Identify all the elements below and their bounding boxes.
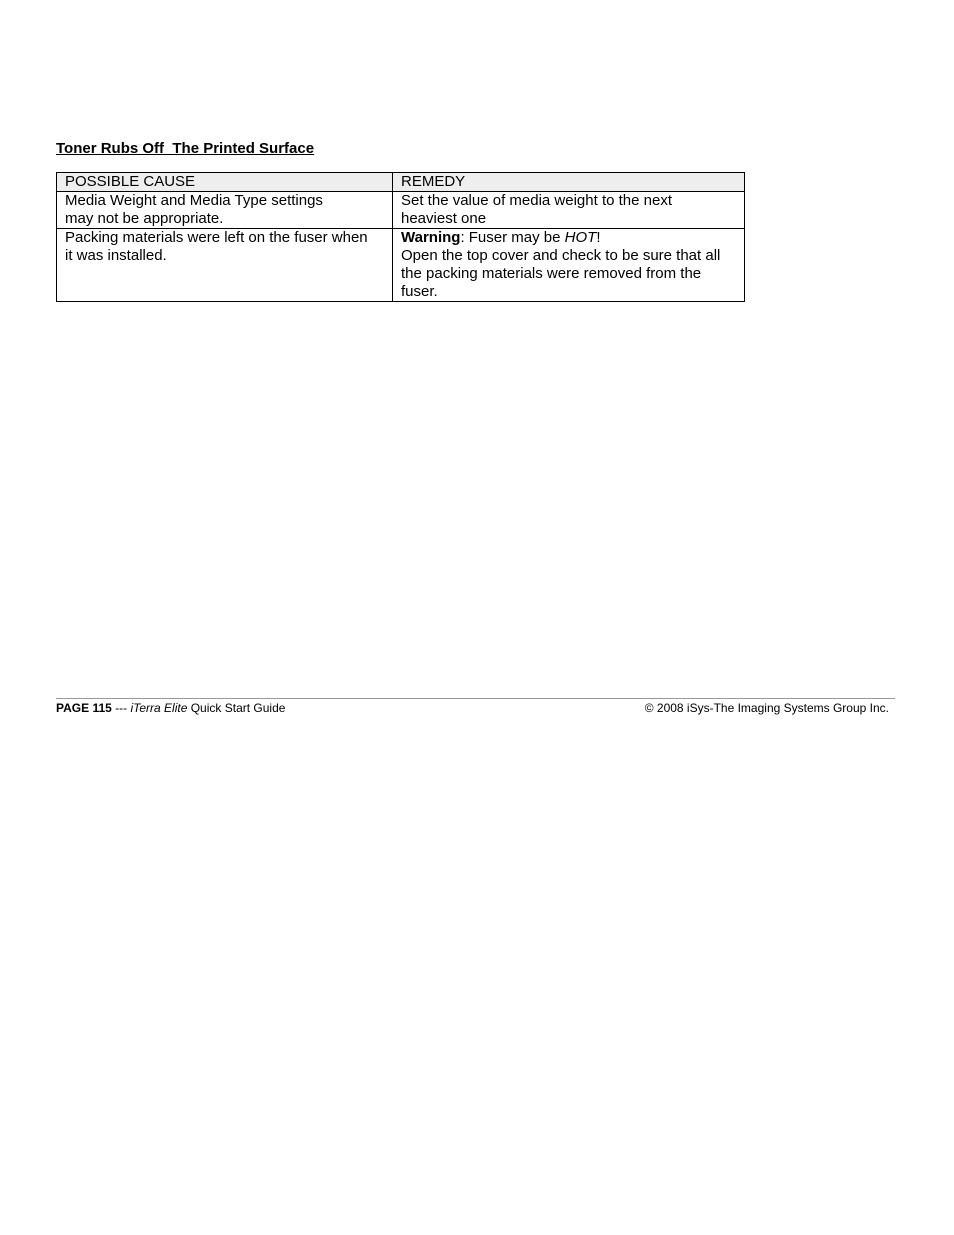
footer-divider	[56, 698, 895, 699]
remedy-line: Set the value of media weight to the next	[401, 192, 673, 209]
cause-cell	[57, 229, 393, 302]
cause-line: Packing materials were left on the fuser when	[65, 229, 368, 246]
troubleshooting-table	[56, 172, 745, 302]
footer-page-info	[56, 701, 285, 715]
warning-end: !	[596, 229, 601, 246]
warning-emphasis: HOT	[564, 229, 597, 246]
remedy-line: heaviest one	[401, 210, 487, 227]
warning-label: Warning	[401, 229, 461, 246]
table-row	[57, 229, 745, 302]
section-title: Toner Rubs Off The Printed Surface	[56, 140, 315, 157]
header-remedy: REMEDY	[393, 173, 745, 192]
footer-copyright: © 2008 iSys-The Imaging Systems Group Inc.	[644, 701, 889, 715]
guide-name: Quick Start Guide	[187, 701, 286, 715]
remedy-cell	[393, 229, 745, 302]
footer-separator: ---	[111, 701, 131, 715]
remedy-line: Open the top cover and check to be sure that all	[401, 247, 721, 264]
page-number: PAGE 115	[56, 701, 112, 715]
remedy-line: the packing materials were removed from the	[401, 265, 702, 282]
table-header-row	[57, 173, 745, 192]
product-name: iTerra Elite	[130, 701, 188, 715]
warning-text: : Fuser may be	[460, 229, 565, 246]
table-row	[57, 192, 745, 229]
remedy-line: fuser.	[401, 283, 438, 300]
cause-line: it was installed.	[65, 247, 167, 264]
remedy-cell	[393, 192, 745, 229]
cause-line: Media Weight and Media Type settings	[65, 192, 323, 209]
warning-line	[401, 229, 736, 247]
cause-line: may not be appropriate.	[65, 210, 224, 227]
cause-cell	[57, 192, 393, 229]
header-possible-cause: POSSIBLE CAUSE	[57, 173, 393, 192]
